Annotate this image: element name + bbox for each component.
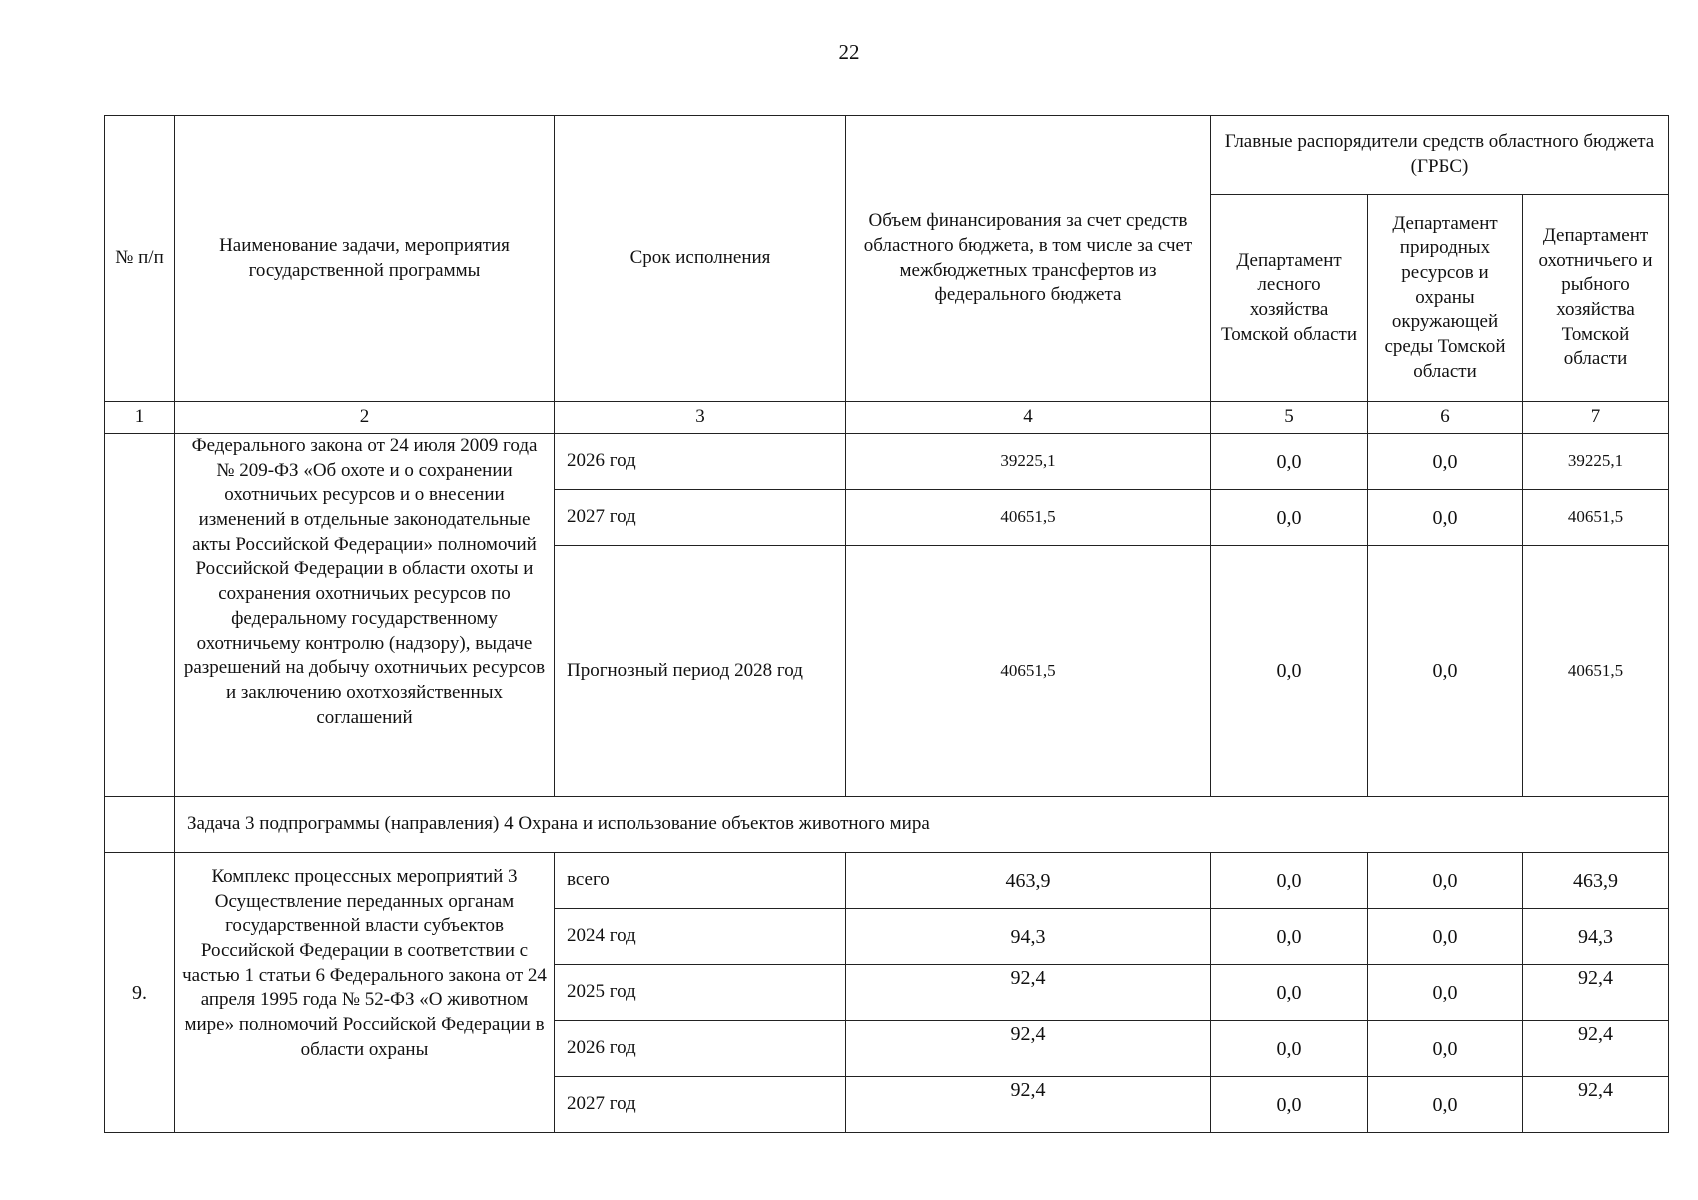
period-cell: 2026 год — [555, 1021, 846, 1077]
header-grbs-group: Главные распорядители средств областного бюджета (ГРБС) — [1211, 116, 1669, 195]
period-cell: 2027 год — [555, 490, 846, 546]
task-number-cell — [105, 797, 175, 853]
hunting-cell: 92,4 — [1523, 965, 1669, 1021]
column-numbers-row — [105, 402, 1669, 434]
nature-cell: 0,0 — [1368, 490, 1523, 546]
nature-cell: 0,0 — [1368, 1077, 1523, 1133]
forest-cell: 0,0 — [1211, 490, 1368, 546]
row-number-cell: 9. — [105, 853, 175, 1133]
task-title: Задача 3 подпрограммы (направления) 4 Охрана и использование объектов животного мира — [175, 797, 1669, 853]
page-number: 22 — [838, 40, 860, 64]
nature-cell: 0,0 — [1368, 546, 1523, 797]
total-cell: 92,4 — [846, 965, 1211, 1021]
forest-cell: 0,0 — [1211, 546, 1368, 797]
period-cell: всего — [555, 853, 846, 909]
period-cell: Прогнозный период 2028 год — [555, 546, 846, 797]
period-cell: 2025 год — [555, 965, 846, 1021]
task-row — [105, 797, 1669, 853]
column-number: 7 — [1523, 402, 1669, 434]
nature-cell: 0,0 — [1368, 1021, 1523, 1077]
nature-cell: 0,0 — [1368, 909, 1523, 965]
hunting-cell: 39225,1 — [1523, 434, 1669, 490]
table-row — [105, 434, 1669, 490]
total-cell: 40651,5 — [846, 546, 1211, 797]
forest-cell: 0,0 — [1211, 853, 1368, 909]
nature-cell: 0,0 — [1368, 965, 1523, 1021]
hunting-cell: 463,9 — [1523, 853, 1669, 909]
forest-cell: 0,0 — [1211, 434, 1368, 490]
hunting-cell: 40651,5 — [1523, 546, 1669, 797]
total-cell: 92,4 — [846, 1021, 1211, 1077]
total-cell: 463,9 — [846, 853, 1211, 909]
measure-name-cell: Федерального закона от 24 июля 2009 года № 209-ФЗ «Об охоте и о сохранении охотничьих ресурсов и о внесении изменений в отдельные законодательные акты Российской Федерации» полномочий Российской Федерации в области охоты и сохранения охотничьих ресурсов по федеральному государственному охотничьему контролю (надзору), выдаче разрешений на добычу охотничьих ресурсов и заключению охотхозяйственных соглашений — [175, 434, 555, 797]
header-col-hunting-department: Департамент охотничьего и рыбного хозяйства Томской области — [1523, 195, 1669, 402]
column-number: 2 — [175, 402, 555, 434]
header-col-period: Срок исполнения — [555, 116, 846, 402]
period-cell: 2024 год — [555, 909, 846, 965]
column-number: 3 — [555, 402, 846, 434]
period-cell: 2026 год — [555, 434, 846, 490]
total-cell: 40651,5 — [846, 490, 1211, 546]
header-col-financing: Объем финансирования за счет средств областного бюджета, в том числе за счет межбюджетных трансфертов из федерального бюджета — [846, 116, 1211, 402]
row-number-cell — [105, 434, 175, 797]
forest-cell: 0,0 — [1211, 1021, 1368, 1077]
forest-cell: 0,0 — [1211, 1077, 1368, 1133]
hunting-cell: 94,3 — [1523, 909, 1669, 965]
hunting-cell: 92,4 — [1523, 1077, 1669, 1133]
total-cell: 94,3 — [846, 909, 1211, 965]
header-col-forest-department: Департамент лесного хозяйства Томской области — [1211, 195, 1368, 402]
total-cell: 39225,1 — [846, 434, 1211, 490]
header-col-name: Наименование задачи, мероприятия государственной программы — [175, 116, 555, 402]
column-number: 1 — [105, 402, 175, 434]
total-cell: 92,4 — [846, 1077, 1211, 1133]
nature-cell: 0,0 — [1368, 853, 1523, 909]
hunting-cell: 92,4 — [1523, 1021, 1669, 1077]
header-col-nature-department: Департамент природных ресурсов и охраны окружающей среды Томской области — [1368, 195, 1523, 402]
header-row-1 — [105, 116, 1669, 195]
period-cell: 2027 год — [555, 1077, 846, 1133]
financing-table — [104, 115, 1669, 1133]
column-number: 6 — [1368, 402, 1523, 434]
table-row — [105, 853, 1669, 909]
header-col-number: № п/п — [105, 116, 175, 402]
forest-cell: 0,0 — [1211, 965, 1368, 1021]
hunting-cell: 40651,5 — [1523, 490, 1669, 546]
column-number: 4 — [846, 402, 1211, 434]
nature-cell: 0,0 — [1368, 434, 1523, 490]
forest-cell: 0,0 — [1211, 909, 1368, 965]
column-number: 5 — [1211, 402, 1368, 434]
measure-name-cell: Комплекс процессных мероприятий 3 Осуществление переданных органам государственной власти субъектов Российской Федерации в соответствии с частью 1 статьи 6 Федерального закона от 24 апреля 1995 года № 52-ФЗ «О животном мире» полномочий Российской Федерации в области охраны — [175, 853, 555, 1133]
